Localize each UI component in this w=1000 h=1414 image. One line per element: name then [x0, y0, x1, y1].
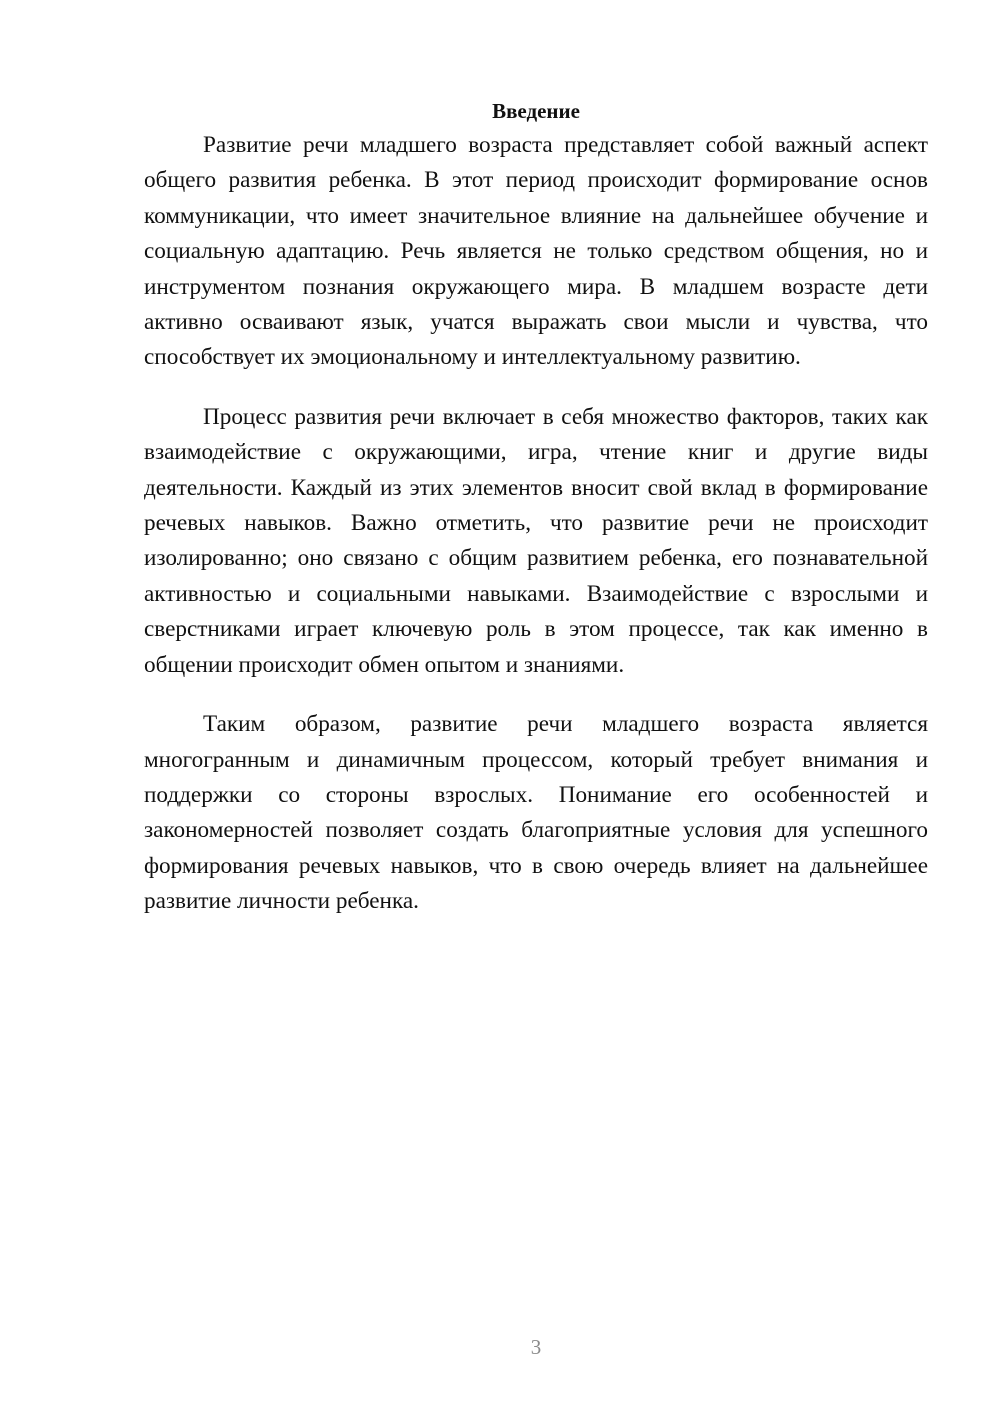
paragraph-3: Таким образом, развитие речи младшего возраста является многогранным и динамичным процессом, который требует внимания и поддержки со стороны взрослых. Понимание его особенностей и закономерностей позволяет создать благоприятные условия для успешного формирования речевых навыков, что в свою очередь влияет на дальнейшее развитие личности ребенка. — [144, 711, 928, 915]
paragraph-1: Развитие речи младшего возраста представляет собой важный аспект общего развития ребенка. В этот период происходит формирование основ коммуникации, что имеет значительное влияние на дальнейшее обучение и социальную адаптацию. Речь является не только средством общения, но и инструментом познания окружающего мира. В младшем возрасте дети активно осваивают язык, учатся выражать свои мысли и чувства, что способствует их эмоциональному и интеллектуальному развитию. — [144, 132, 928, 371]
page-content — [144, 96, 928, 944]
section-title: Введение — [492, 99, 580, 123]
paragraph-2: Процесс развития речи включает в себя множество факторов, таких как взаимодействие с окружающими, игра, чтение книг и другие виды деятельности. Каждый из этих элементов вносит свой вклад в формирование речевых навыков. Важно отметить, что развитие речи не происходит изолированно; оно связано с общим развитием ребенка, его познавательной активностью и социальными навыками. Взаимодействие с взрослыми и сверстниками играет ключевую роль в этом процессе, так как именно в общении происходит обмен опытом и знаниями. — [144, 403, 928, 678]
page-number: 3 — [530, 1335, 542, 1359]
